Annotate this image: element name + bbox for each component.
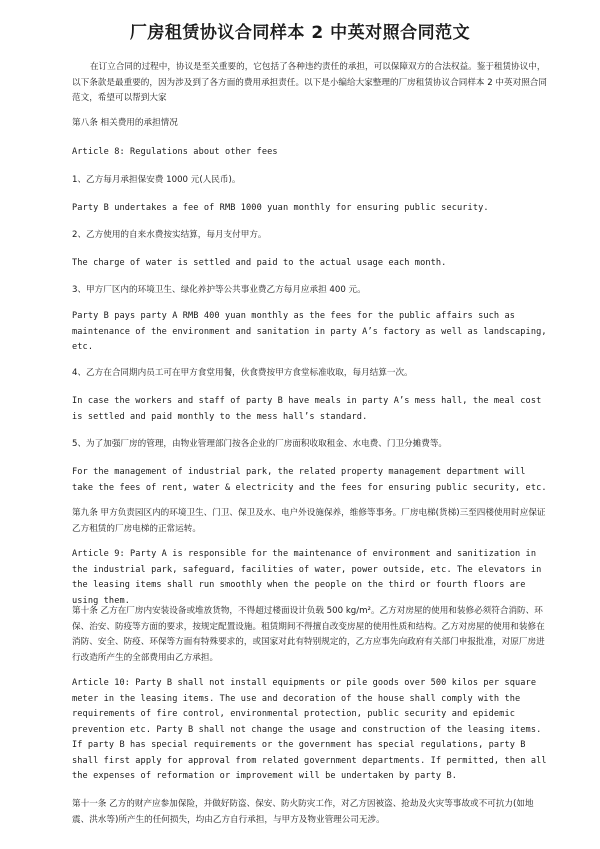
clause-8-2-en: The charge of water is settled and paid to the actual usage each month. [72,258,447,268]
article-10-cn: 第十条 乙方在厂房内安装设备或堆放货物，不得超过楼面设计负载 500 kg/m²。乙方对房屋的使用和装修必须符合消防、环保、治安、防疫等方面的要求，按规定配置设施。租赁期间不得擅自改变房屋的使用性质和结构。乙方对房屋的使用和装修在消防、安全、防疫、环保等方面有特殊要求的，或国家对此有特别规定的，乙方应事先向政府有关部门申报批准，对原厂房进行改造所产生的全部费用由乙方承担。 [72,606,545,663]
clause-8-1-cn: 1、乙方每月承担保安费 1000 元(人民币)。 [72,175,241,185]
clause-8-4-en: In case the workers and staff of party B have meals in party A’s mess hall, the meal cost is settled and paid monthly to the mess hall’s standard. [72,396,547,422]
article-11-cn: 第十一条 乙方的财产应参加保险，并做好防盗、保安、防火防灾工作，对乙方因被盗、抢劫及火灾等事故或不可抗力(如地震、洪水等)所产生的任何损失，均由乙方自行承担，与甲方及物业管理公司无涉。 [72,799,534,825]
clause-8-3-cn: 3、甲方厂区内的环境卫生、绿化养护等公共事业费乙方每月应承担 400 元。 [72,285,366,295]
article-9-en: Article 9: Party A is responsible for the maintenance of environment and sanitization in the industrial park, safeguard, facilities of water, power outside, etc. The elevators in the leasing items shall run smoothly when the people on the third or fourth floors are using them. [72,549,547,606]
clause-8-2-cn: 2、乙方使用的自来水费按实结算，每月支付甲方。 [72,230,267,240]
intro-paragraph: 在订立合同的过程中，协议是至关重要的，它包括了各种违约责任的承担，可以保障双方的合法权益。鉴于租赁协议中，以下条款是最重要的，因为涉及到了各方面的费用承担责任。以下是小编给大家整理的厂房租赁协议合同样本 2 中英对照合同范文，希望可以帮到大家 [72,62,547,103]
article-9-cn: 第九条 甲方负责园区内的环境卫生、门卫、保卫及水、电户外设施保养，维修等事务。厂房电梯(货梯)三至四楼使用时应保证乙方租赁的厂房电梯的正常运转。 [72,508,546,534]
article-10-en: Article 10: Party B shall not install equipments or pile goods over 500 kilos per square meter in the leasing items. The use and decoration of the house shall comply with the requirements of fire control, environmental protection, public security and epidemic prevention etc. Party B shall not change the usage and construction of the leasing items. If party B has special requirements or the government has special regulations, party B shall first apply for approval from related government departments. If permitted, then all the expenses of reformation or improvement will be undertaken by party B. [72,678,552,781]
article-8-heading-cn: 第八条 相关费用的承担情况 [72,118,178,128]
document-title: 厂房租赁协议合同样本 2 中英对照合同范文 [129,23,471,43]
clause-8-3-en: Party B pays party A RMB 400 yuan monthly as the fees for the public affairs such as maintenance of the environment and sanitation in party A’s factory as well as landscaping, etc. [72,311,552,352]
clause-8-1-en: Party B undertakes a fee of RMB 1000 yuan monthly for ensuring public security. [72,203,489,213]
clause-8-5-en: For the management of industrial park, the related property management department will take the fees of rent, water & electricity and the fees for ensuring public security, etc. [72,467,547,493]
article-8-heading-en: Article 8: Regulations about other fees [72,147,278,157]
clause-8-5-cn: 5、为了加强厂房的管理，由物业管理部门按各企业的厂房面积收取租金、水电费、门卫分摊费等。 [72,439,448,449]
clause-8-4-cn: 4、乙方在合同期内员工可在甲方食堂用餐，伙食费按甲方食堂标准收取，每月结算一次。 [72,368,413,378]
